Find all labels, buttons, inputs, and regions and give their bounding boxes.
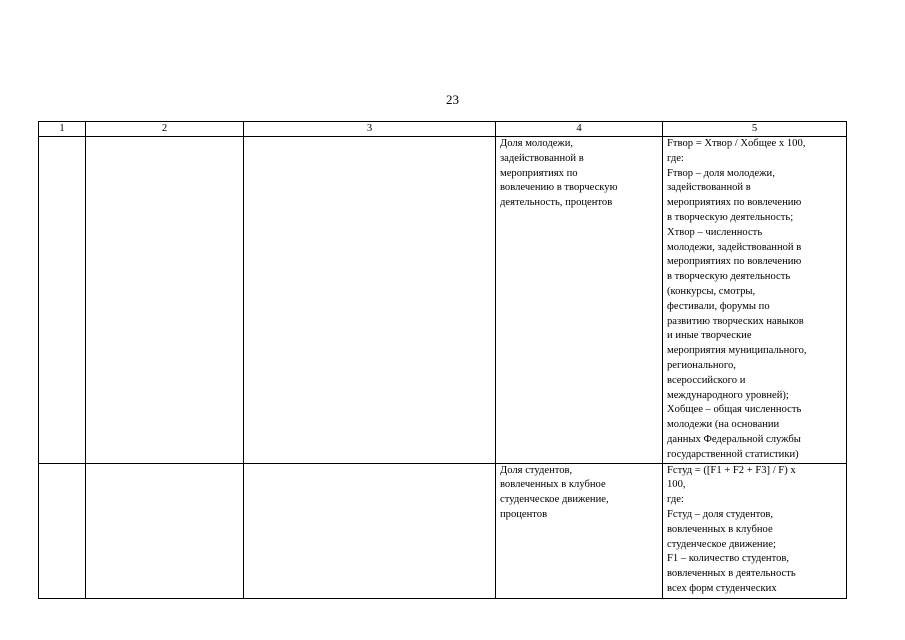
- table-cell-col1: [39, 463, 86, 598]
- column-header-5: 5: [663, 122, 847, 137]
- indicator-name-cell: [496, 137, 663, 464]
- column-header-1: 1: [39, 122, 86, 137]
- table-cell-col2: [86, 463, 244, 598]
- indicator-name-text: Доля молодежи, задействованной в мероприятиях по вовлечению в творческую деятельность, процентов: [500, 138, 618, 209]
- formula-text: Fтвор = Xтвор / Xобщее x 100, где: Fтвор – доля молодежи, задействованной в мероприятиях по вовлечению в творческую деятельность; Xтвор – численность молодежи, задействованной в мероприятиях по вовлечению в творческую деятельность (конкурсы, смотры, фестивали, форумы по развитию творческих навыков и иные творческие мероприятия муниципального, регионального, всероссийского и международного уровней); Xобщее – общая численность молодежи (на основании данных Федеральной службы государственной статистики): [667, 138, 807, 460]
- table-row: [39, 463, 847, 598]
- column-header-2: 2: [86, 122, 244, 137]
- table-header-row: [39, 122, 847, 137]
- table-cell-col3: [244, 137, 496, 464]
- indicator-name-text: Доля студентов, вовлеченных в клубное студенческое движение, процентов: [500, 464, 609, 520]
- table-row: [39, 137, 847, 464]
- column-header-3: 3: [244, 122, 496, 137]
- indicator-table: [38, 121, 847, 599]
- page-number: 23: [446, 92, 459, 107]
- formula-text: Fстуд = ([F1 + F2 + F3] / F) x 100, где: Fстуд – доля студентов, вовлеченных в клубное студенческое движение; F1 – количество студентов, вовлеченных в деятельность всех форм студенческих: [667, 464, 796, 594]
- formula-cell: [663, 463, 847, 598]
- table-cell-col1: [39, 137, 86, 464]
- table-cell-col3: [244, 463, 496, 598]
- column-header-4: 4: [496, 122, 663, 137]
- formula-cell: [663, 137, 847, 464]
- indicator-name-cell: [496, 463, 663, 598]
- table-cell-col2: [86, 137, 244, 464]
